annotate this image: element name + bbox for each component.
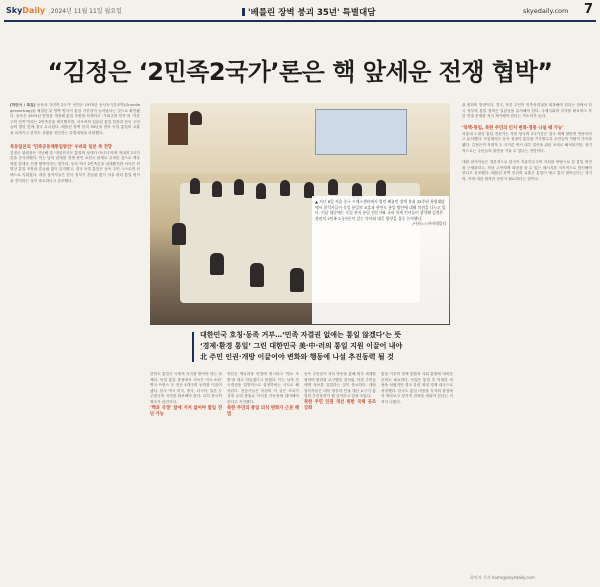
right-body-2: 서울대 노대길 통일 전문가는 북한 당국의 2국가론은 결국 체제 불안의 반증이라고 분석했다. 독일에서도 동독 정권이 통일을 거부할수록 주민들의 이탈이 가속화됐다. 김정은의 적대적 두 국가론 역시 내부 결속을 위한 조치로 해석되지만, 장기적으로는 주민들의 불만을 키울 수 있다는 전망이다. xyxy=(462,131,592,153)
attendee xyxy=(250,263,264,287)
attendee xyxy=(376,180,386,196)
left-body-1: 동독과 ‘2민족 2국가’ 선언은 1970년 동서독기본조약(Grundlagenvertrag)을 체결한 뒤 양측 양국이 통일 거부감이 늘어났다는 것으로 확인됐다. 동독은 1974년 헌법을 개정해 통일 조항을 삭제하고 ‘사회주의 민족’과 ‘자본주의 민족’이라는 2민족론을 제기했지만, 서독측의 일관된 통일 입장과 동독 주민들의 열망 앞에 결국 무너졌다. 베를린 장벽 붕괴 35년을 맞아 독일 통일의 교훈을 되새기고 한반도 상황을 진단하는 특별대담을 마련했다. xyxy=(10,103,140,135)
right-body-3: 대담 참석자들은 결론적으로 한국이 자유민주주의 가치를 바탕으로 한 통일 비전을 구체화하고, 북한 주민에게 희망을 줄 수 있는 메시지를 지속적으로 발신해야 한다고 강조했다. 베를린 장벽 붕괴의 교훈은 통일이 예고 없이 찾아온다는 것이며, 이에 대한 철저한 준비가 필요하다는 점이다. xyxy=(462,160,592,181)
center-body-2: 북한은 핵무력을 헌법에 명시하고 ‘영토 조항’을 새로 만들겠다고 밝혔다. 이는 남북 간 국경선을 일방적으로 설정하려는 시도로 해석된다. 전문가들은 북한의 이 같은 조치가 실제 무력 충돌로 이어질 가능성에 대비해야 한다고 지적했다. xyxy=(227,372,299,404)
center-body-1: 한반도 통일은 국제적 지지를 받아야 하는 과제다. 독일 통일 과정에서 서독은 미국·소련·영국·프랑스 등 전승 4개국의 동의를 이끌어 냈다. 한국 역시 미국, 중국, 러시아, 일본 등 주변국의 지지를 확보해야 한다. 특히 중국의 협조가 관건이다. xyxy=(150,372,222,404)
brand-sky: Sky xyxy=(6,6,23,15)
caption-text: ▲ 지난 8일 서울 중구 프레스센터에서 열린 베를린 장벽 붕괴 35주년 특별대담에서 참석자들이 독일 통일의 교훈과 한반도 통일 방안에 대해 의견을 나누고 있다. 이날 대담에는 독일 현지 통일 전문가와 국내 학계 인사들이 참석해 김정은 정권의 2민족 2국가론이 갖는 의미와 대응 방향을 집중 논의했다. xyxy=(315,199,446,221)
site-url: skyedaily.com xyxy=(523,7,569,15)
center-subhead-2: 북한 주민의 통일 의식 변화가 근본 해법 xyxy=(227,405,299,417)
right-subhead-1: ‘북핵·통일, 북한 주민의 인지 변화·정통 나설 때 가능’ xyxy=(462,125,564,131)
center-column-3 xyxy=(304,372,376,567)
attendee xyxy=(280,180,290,196)
quote-line-2: ‘경제·환경 통일’ 그린 대한민국 美·中·러의 통일 지원 이끌어 내야 xyxy=(200,342,403,350)
right-column xyxy=(462,103,592,568)
article-headline: “김정은 ‘2민족2국가’론은 핵 앞세운 전쟁 협박” xyxy=(47,58,553,86)
left-subhead: 북동일본의 ‘민족공동체통일방안’ 우려와 일본 측 전망 xyxy=(10,144,113,150)
attendee xyxy=(290,268,304,292)
center-subhead-3: 북한 주민 인권 개선 위한 국제 공조 강화 xyxy=(304,399,376,411)
series-title: '베를린 장벽 붕괴 35년' 특별대담 xyxy=(242,6,375,18)
photo-caption xyxy=(312,196,449,324)
attendee xyxy=(256,183,266,199)
center-column-2 xyxy=(227,372,299,567)
page-number: 7 xyxy=(584,2,594,17)
center-column-4 xyxy=(381,372,453,567)
brand-logo xyxy=(6,6,122,15)
center-body-4: 통일 이후의 경제 통합과 사회 통합에 대비한 준비도 필요하다. 독일은 통일 후 막대한 비용을 치렀지만 결국 유럽 최대 경제 대국으로 성장했다. 한국도 통일 비용을 투자의 관점에서 바라보고 장기적 전략을 세워야 한다는 지적이 나왔다. xyxy=(381,372,453,404)
center-subhead-1: ‘핵과 국경’ 앞에 거저 없어야 할일 진단 가능 xyxy=(150,405,222,417)
right-body-1: 을 변화의 방향이다. 결국, 북한 주민이 민족자결권을 회복해야 한다는 점에서 한국 정부의 통일 정책은 일관성을 유지해야 한다. 국제사회의 지지를 확보하고 북한 인권 문제를 적극 제기해야 한다는 목소리가 높다. xyxy=(462,103,592,119)
page-header xyxy=(0,0,600,40)
center-body-3: 동독 주민들이 서독 방송을 통해 외부 세계를 접하며 변화를 요구했던 것처럼, 북한 주민들에게 정보를 유입하는 것이 중요하다. 대담 참석자들은 대북 방송과 인권 개선 요구가 통일의 추진동력이 될 것이라고 입을 모았다. xyxy=(304,372,376,399)
byline-footer: 하만서 기자 hams@skyedaily.com xyxy=(470,575,535,580)
attendee xyxy=(328,179,338,195)
issue-date: 2024년 11월 11일 월요일 xyxy=(50,8,122,15)
quote-line-3: 北 주민 인권·개방 이끌어야 변화와 행동에 나설 추진동력 될 것 xyxy=(200,353,394,361)
attendee xyxy=(234,179,244,195)
lead-prefix: [하만서 / 특집] xyxy=(10,103,36,107)
header-rule xyxy=(4,20,596,22)
projection-screen xyxy=(315,109,407,155)
photo-credit: /사진=스카이데일리 xyxy=(412,221,446,227)
attendee xyxy=(172,223,186,245)
brand-daily: Daily xyxy=(22,6,46,15)
attendee xyxy=(210,253,224,275)
attendee xyxy=(212,181,222,197)
podium xyxy=(168,113,188,145)
center-column-1 xyxy=(150,372,222,567)
quote-line-1: 대한민국 호칭·동족 거부…‘민족 자결권 없애는 통일 않겠다’는 뜻 xyxy=(200,331,402,339)
attendee xyxy=(190,178,200,194)
left-column xyxy=(10,103,140,563)
left-body-2: 김정은 위원장은 지난해 말 ‘대한민국은 통일의 상대가 아니다’라며 적대적 2국가론을 공식화했다. 이는 남북 관계를 전쟁 중인 교전국 관계로 규정한 것으로 핵무력을 앞세운 전쟁 협박이라는 평가다. 동독 역시 2민족론을 내세웠지만 서독은 헌법상 통일 조항을 흔들림 없이 유지했고, 결국 독일 통일은 동독 주민 스스로의 선택으로 이뤄졌다. 대담 참석자들은 한국 정부가 흔들림 없이 자유 평화 통일 원칙을 견지하는 것이 중요하다고 강조했다. xyxy=(10,150,140,183)
pull-quote xyxy=(200,330,450,363)
